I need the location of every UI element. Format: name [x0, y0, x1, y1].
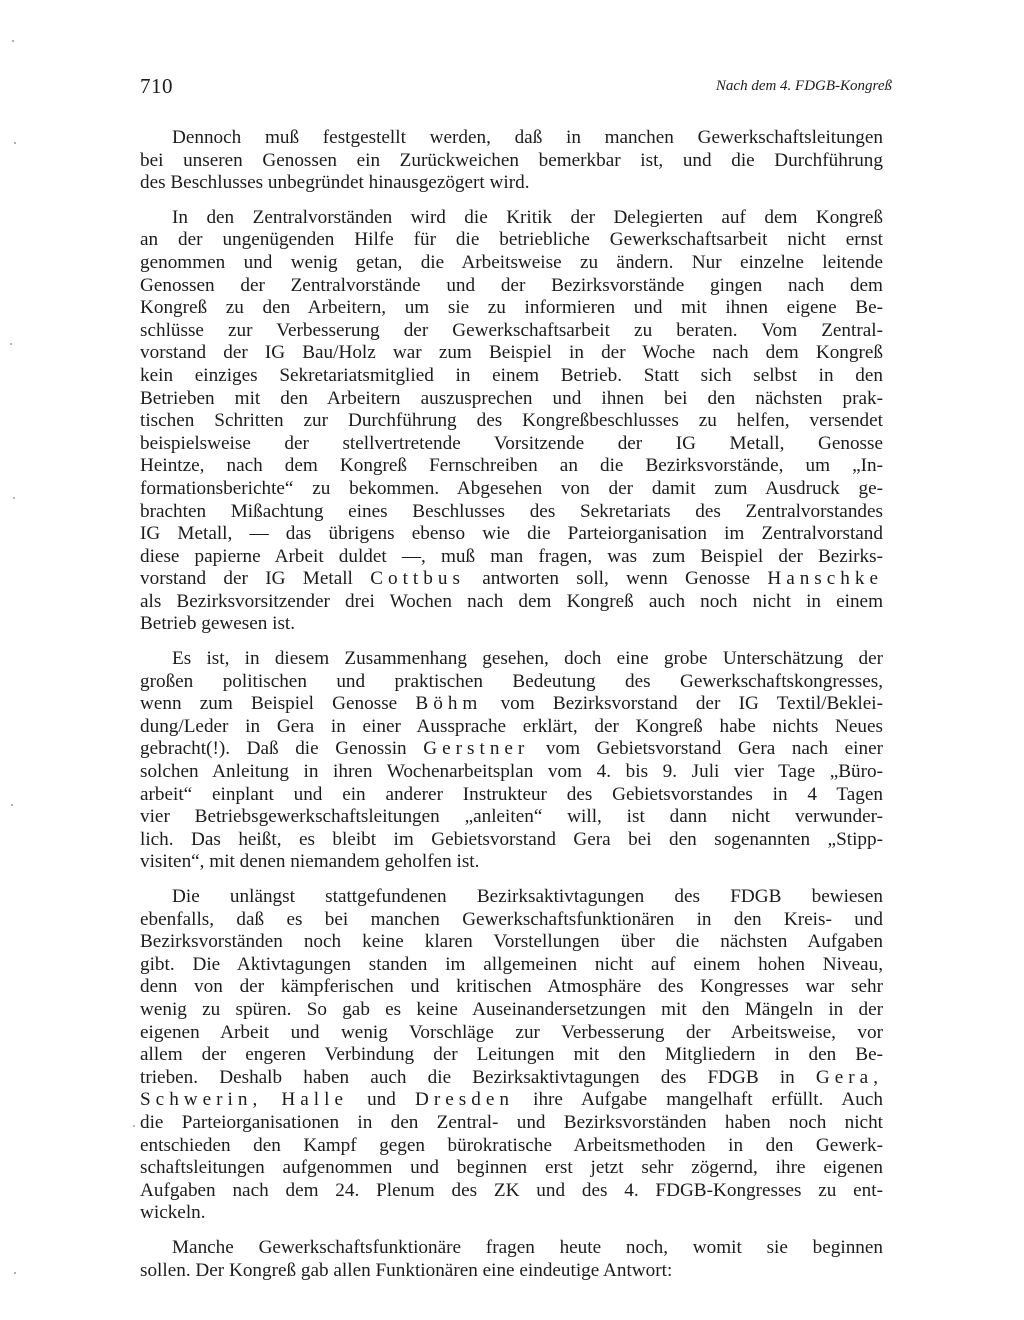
text-line: schlüsse zur Verbesserung der Gewerkschaftsarbeit zu beraten. Vom Zentral- — [140, 319, 883, 341]
text-line: visiten“, mit denen niemandem geholfen ist. — [140, 851, 480, 873]
text-line: beispielsweise der stellvertretende Vorsitzende der IG Metall, Genosse — [140, 432, 883, 454]
text-line: Schwerin, Halle und Dresden ihre Aufgabe mangelhaft erfüllt. Auch — [140, 1089, 883, 1111]
paragraph — [140, 207, 883, 636]
text-line: tischen Schritten zur Durchführung des Kongreßbeschlusses zu helfen, versendet — [140, 410, 883, 432]
text-line: Es ist, in diesem Zusammenhang gesehen, doch eine grobe Unterschätzung der — [172, 648, 883, 670]
text-line: vorstand der IG Bau/Holz war zum Beispiel in der Woche nach dem Kongreß — [140, 342, 883, 364]
text-line: ebenfalls, daß es bei manchen Gewerkschaftsfunktionären in den Kreis- und — [140, 908, 883, 930]
text-line: entschieden den Kampf gegen bürokratische Arbeitsmethoden in den Gewerk- — [140, 1134, 883, 1156]
paragraph — [140, 127, 883, 195]
paragraph — [140, 1237, 883, 1282]
text-line: solchen Anleitung in ihren Wochenarbeitsplan vom 4. bis 9. Juli vier Tage „Büro- — [140, 761, 883, 783]
text-line: Betrieb gewesen ist. — [140, 613, 296, 635]
text-line: brachten Mißachtung eines Beschlusses des Sekretariats des Zentralvorstandes — [140, 500, 883, 522]
text-line: des Beschlusses unbegründet hinausgezögert wird. — [140, 172, 530, 194]
text-line: großen politischen und praktischen Bedeutung des Gewerkschaftskongresses, — [140, 670, 883, 692]
text-line: vier Betriebsgewerkschaftsleitungen „anleiten“ will, ist dann nicht verwunder- — [140, 806, 883, 828]
scan-speck — [10, 343, 12, 345]
text-line: allem der engeren Verbindung der Leitungen mit den Mitgliedern in den Be- — [140, 1044, 883, 1066]
scan-speck — [14, 1272, 16, 1274]
text-line: wenn zum Beispiel Genosse Böhm vom Bezirksvorstand der IG Textil/Beklei- — [140, 693, 883, 715]
text-line: lich. Das heißt, es bleibt im Gebietsvorstand Gera bei den sogenannten „Stipp- — [140, 828, 883, 850]
text-line: genommen und wenig getan, die Arbeitsweise zu ändern. Nur einzelne leitende — [140, 251, 883, 273]
scan-speck — [13, 497, 15, 499]
text-line: dung/Leder in Gera in einer Aussprache erklärt, der Kongreß habe nichts Neues — [140, 715, 883, 737]
text-line: Dennoch muß festgestellt werden, daß in manchen Gewerkschaftsleitungen — [172, 127, 883, 148]
text-line: vorstand der IG Metall Cottbus antworten soll, wenn Genosse Hanschke — [140, 568, 883, 590]
text-line: Betrieben mit den Arbeitern auszusprechen und ihnen bei den nächsten prak- — [140, 387, 883, 409]
text-line: gibt. Die Aktivtagungen standen im allgemeinen nicht auf einem hohen Niveau, — [140, 953, 883, 975]
text-line: wenig zu spüren. So gab es keine Auseinandersetzungen mit den Mängeln in der — [140, 998, 883, 1020]
text-line: kein einziges Sekretariatsmitglied in einem Betrieb. Statt sich selbst in den — [140, 364, 883, 386]
text-line: In den Zentralvorständen wird die Kritik der Delegierten auf dem Kongreß — [172, 206, 883, 228]
text-line: die Parteiorganisationen in den Zentral- und Bezirksvorständen haben noch nicht — [140, 1111, 883, 1133]
text-line: IG Metall, — das übrigens ebenso wie die Parteiorganisation im Zentralvorstand — [140, 523, 883, 545]
page-number: 710 — [140, 74, 173, 98]
text-line: bei unseren Genossen ein Zurückweichen bemerkbar ist, und die Durchführung — [140, 149, 883, 171]
text-line: Bezirksvorständen noch keine klaren Vorstellungen über die nächsten Aufgaben — [140, 931, 883, 953]
scan-speck — [133, 1125, 135, 1127]
scan-speck — [12, 40, 14, 42]
running-head: Nach dem 4. FDGB-Kongreß — [715, 78, 892, 94]
text-line: Die unlängst stattgefundenen Bezirksaktivtagungen des FDGB bewiesen — [172, 886, 883, 907]
text-line: Genossen der Zentralvorstände und der Bezirksvorstände gingen nach dem — [140, 274, 883, 296]
page-header — [140, 74, 892, 104]
paragraph — [140, 648, 883, 874]
text-line: arbeit“ einplant und ein anderer Instrukteur des Gebietsvorstandes in 4 Tagen — [140, 783, 883, 805]
text-line: sollen. Der Kongreß gab allen Funktionären eine eindeutige Antwort: — [140, 1259, 673, 1281]
scan-speck — [11, 804, 13, 806]
text-line: wickeln. — [140, 1202, 206, 1224]
text-line: diese papierne Arbeit duldet —, muß man fragen, was zum Beispiel der Bezirks- — [140, 545, 883, 567]
text-line: an der ungenügenden Hilfe für die betriebliche Gewerkschaftsarbeit nicht ernst — [140, 229, 883, 251]
text-line: formationsberichte“ zu bekommen. Abgesehen von der damit zum Ausdruck ge- — [140, 477, 883, 499]
text-line: Aufgaben nach dem 24. Plenum des ZK und des 4. FDGB-Kongresses zu ent- — [140, 1179, 883, 1201]
text-line: denn von der kämpferischen und kritischen Atmosphäre des Kongresses war sehr — [140, 976, 883, 998]
text-line: trieben. Deshalb haben auch die Bezirksaktivtagungen des FDGB in Gera, — [140, 1066, 883, 1088]
text-line: Kongreß zu den Arbeitern, um sie zu informieren und mit ihnen eigene Be- — [140, 297, 883, 319]
text-line: als Bezirksvorsitzender drei Wochen nach dem Kongreß auch noch nicht in einem — [140, 590, 883, 612]
body-text — [140, 127, 883, 1294]
text-line: Manche Gewerkschaftsfunktionäre fragen heute noch, womit sie beginnen — [172, 1236, 883, 1258]
text-line: Heintze, nach dem Kongreß Fernschreiben an die Bezirksvorstände, um „In- — [140, 455, 883, 477]
paragraph — [140, 886, 883, 1225]
text-line: schaftsleitungen aufgenommen und beginnen erst jetzt sehr zögernd, ihre eigenen — [140, 1157, 883, 1179]
text-line: gebracht(!). Daß die Genossin Gerstner vom Gebietsvorstand Gera nach einer — [140, 738, 883, 760]
scan-speck — [14, 142, 16, 144]
text-line: eigenen Arbeit und wenig Vorschläge zur Verbesserung der Arbeitsweise, vor — [140, 1021, 883, 1043]
